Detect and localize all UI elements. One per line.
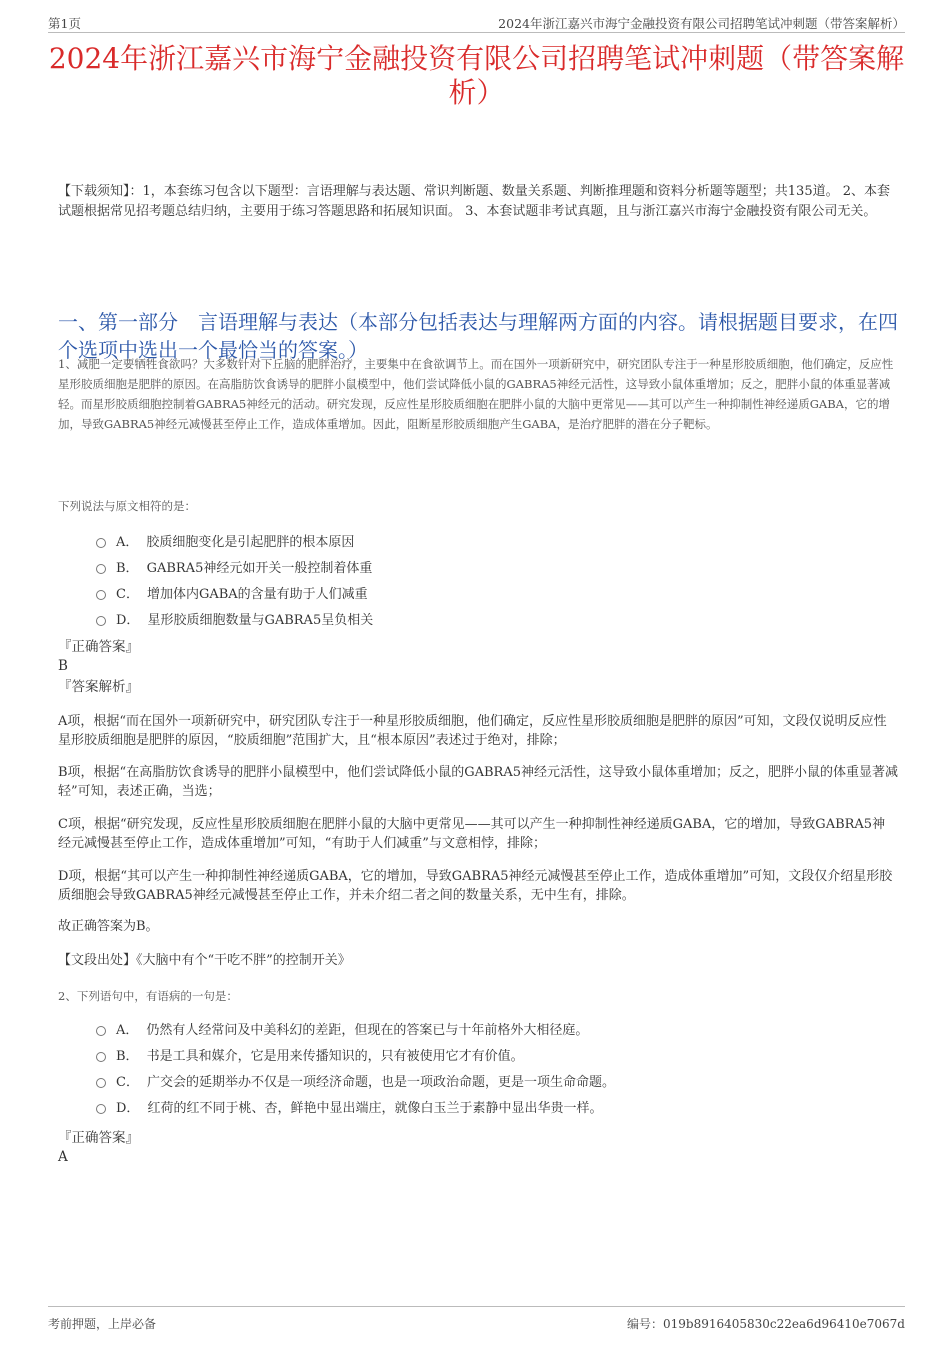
q1-analysis-label: 『答案解析』 xyxy=(58,679,139,695)
q1-answer: B xyxy=(58,658,68,674)
q1-answer-label: 『正确答案』 xyxy=(58,639,139,655)
footer-slogan: 考前押题，上岸必备 xyxy=(48,1317,157,1331)
q1-stem: 下列说法与原文相符的是： xyxy=(58,499,196,513)
document-title: 2024年浙江嘉兴市海宁金融投资有限公司招聘笔试冲刺题（带答案解析） xyxy=(48,42,905,109)
q1-analysis-d: D项，根据“其可以产生一种抑制性神经递质GABA，它的增加，导致GABRA5神经元减慢甚至停止工作，造成体重增加”可知，文段仅介绍星形胶质细胞会导致GABRA5神经元减慢甚至停止工作，并未介绍二者之间的数量关系，无中生有，排除。 xyxy=(58,869,893,903)
download-notice: 【下载须知】：1，本套练习包含以下题型：言语理解与表达题、常识判断题、数量关系题、判断推理题和资料分析题等题型；共135道。 2、本套试题根据常见招考题总结归纳，主要用于练习答题思路和拓展知识面。 3、本套试题非考试真题，且与浙江嘉兴市海宁金融投资有限公司无关。 xyxy=(58,184,890,219)
radio-icon[interactable] xyxy=(96,616,106,626)
q2-option-b[interactable]: B． 书是工具和媒介，它是用来传播知识的，只有被使用它才有价值。 xyxy=(96,1044,902,1070)
q1-option-b[interactable]: B． GABRA5神经元如开关一般控制着体重 xyxy=(96,556,902,582)
q2-stem: 2、下列语句中，有语病的一句是： xyxy=(58,989,238,1003)
radio-icon[interactable] xyxy=(96,590,106,600)
q2-option-d[interactable]: D． 红荷的红不同于桃、杏，鲜艳中显出端庄，就像白玉兰于素静中显出华贵一样。 xyxy=(96,1096,902,1122)
q1-options xyxy=(96,530,902,634)
q1-conclusion: 故正确答案为B。 xyxy=(58,919,159,934)
radio-icon[interactable] xyxy=(96,1026,106,1036)
q1-option-d[interactable]: D． 星形胶质细胞数量与GABRA5呈负相关 xyxy=(96,608,902,634)
footer-serial: 编号：019b8916405830c22ea6d96410e7067d xyxy=(627,1317,905,1331)
header-doc-title: 2024年浙江嘉兴市海宁金融投资有限公司招聘笔试冲刺题（带答案解析） xyxy=(498,16,905,31)
q2-option-c[interactable]: C． 广交会的延期举办不仅是一项经济命题，也是一项政治命题，更是一项生命命题。 xyxy=(96,1070,902,1096)
page-number: 第1页 xyxy=(48,16,81,31)
radio-icon[interactable] xyxy=(96,1104,106,1114)
q1-option-a[interactable]: A． 胶质细胞变化是引起肥胖的根本原因 xyxy=(96,530,902,556)
radio-icon[interactable] xyxy=(96,1052,106,1062)
q2-answer-label: 『正确答案』 xyxy=(58,1130,139,1146)
q1-analysis-c: C项，根据“研究发现，反应性星形胶质细胞在肥胖小鼠的大脑中更常见——其可以产生一种抑制性神经递质GABA，它的增加，导致GABRA5神经元减慢甚至停止工作，造成体重增加”可知，“有助于人们减重”与文意相悖，排除； xyxy=(58,817,886,851)
q1-analysis-b: B项，根据“在高脂肪饮食诱导的肥胖小鼠模型中，他们尝试降低小鼠的GABRA5神经元活性，这导致小鼠体重增加；反之，肥胖小鼠的体重显著减轻”可知，表述正确，当选； xyxy=(58,765,898,799)
q1-option-c[interactable]: C． 增加体内GABA的含量有助于人们减重 xyxy=(96,582,902,608)
radio-icon[interactable] xyxy=(96,564,106,574)
q1-passage: 1、减肥一定要牺牲食欲吗？大多数针对下丘脑的肥胖治疗，主要集中在食欲调节上。而在国外一项新研究中，研究团队专注于一种星形胶质细胞，他们确定，反应性星形胶质细胞是肥胖的原因。在高脂肪饮食诱导的肥胖小鼠模型中，他们尝试降低小鼠的GABRA5神经元活性，这导致小鼠体重增加；反之，肥胖小鼠的体重显著减轻。而星形胶质细胞控制着GABRA5神经元的活动。研究发现，反应性星形胶质细胞在肥胖小鼠的大脑中更常见——其可以产生一种抑制性神经递质GABA，它的增加，导致GABRA5神经元减慢甚至停止工作，造成体重增加。因此，阻断星形胶质细胞产生GABA，是治疗肥胖的潜在分子靶标。 xyxy=(58,357,894,431)
q1-source: 【文段出处】《大脑中有个“干吃不胖”的控制开关》 xyxy=(58,953,351,968)
q2-option-a[interactable]: A． 仍然有人经常问及中美科幻的差距，但现在的答案已与十年前格外大相径庭。 xyxy=(96,1018,902,1044)
q1-analysis-a: A项，根据“而在国外一项新研究中，研究团队专注于一种星形胶质细胞，他们确定，反应性星形胶质细胞是肥胖的原因”可知，文段仅说明反应性星形胶质细胞是肥胖的原因，“胶质细胞”范围扩大，且“根本原因”表述过于绝对，排除； xyxy=(58,714,887,748)
q2-options xyxy=(96,1018,902,1122)
section-heading: 一、第一部分 言语理解与表达（本部分包括表达与理解两方面的内容。请根据题目要求，在四个选项中选出一个最恰当的答案。） xyxy=(58,310,898,362)
page-footer xyxy=(48,1306,905,1333)
q2-answer: A xyxy=(58,1149,68,1165)
radio-icon[interactable] xyxy=(96,1078,106,1088)
radio-icon[interactable] xyxy=(96,538,106,548)
page-header xyxy=(48,10,905,33)
